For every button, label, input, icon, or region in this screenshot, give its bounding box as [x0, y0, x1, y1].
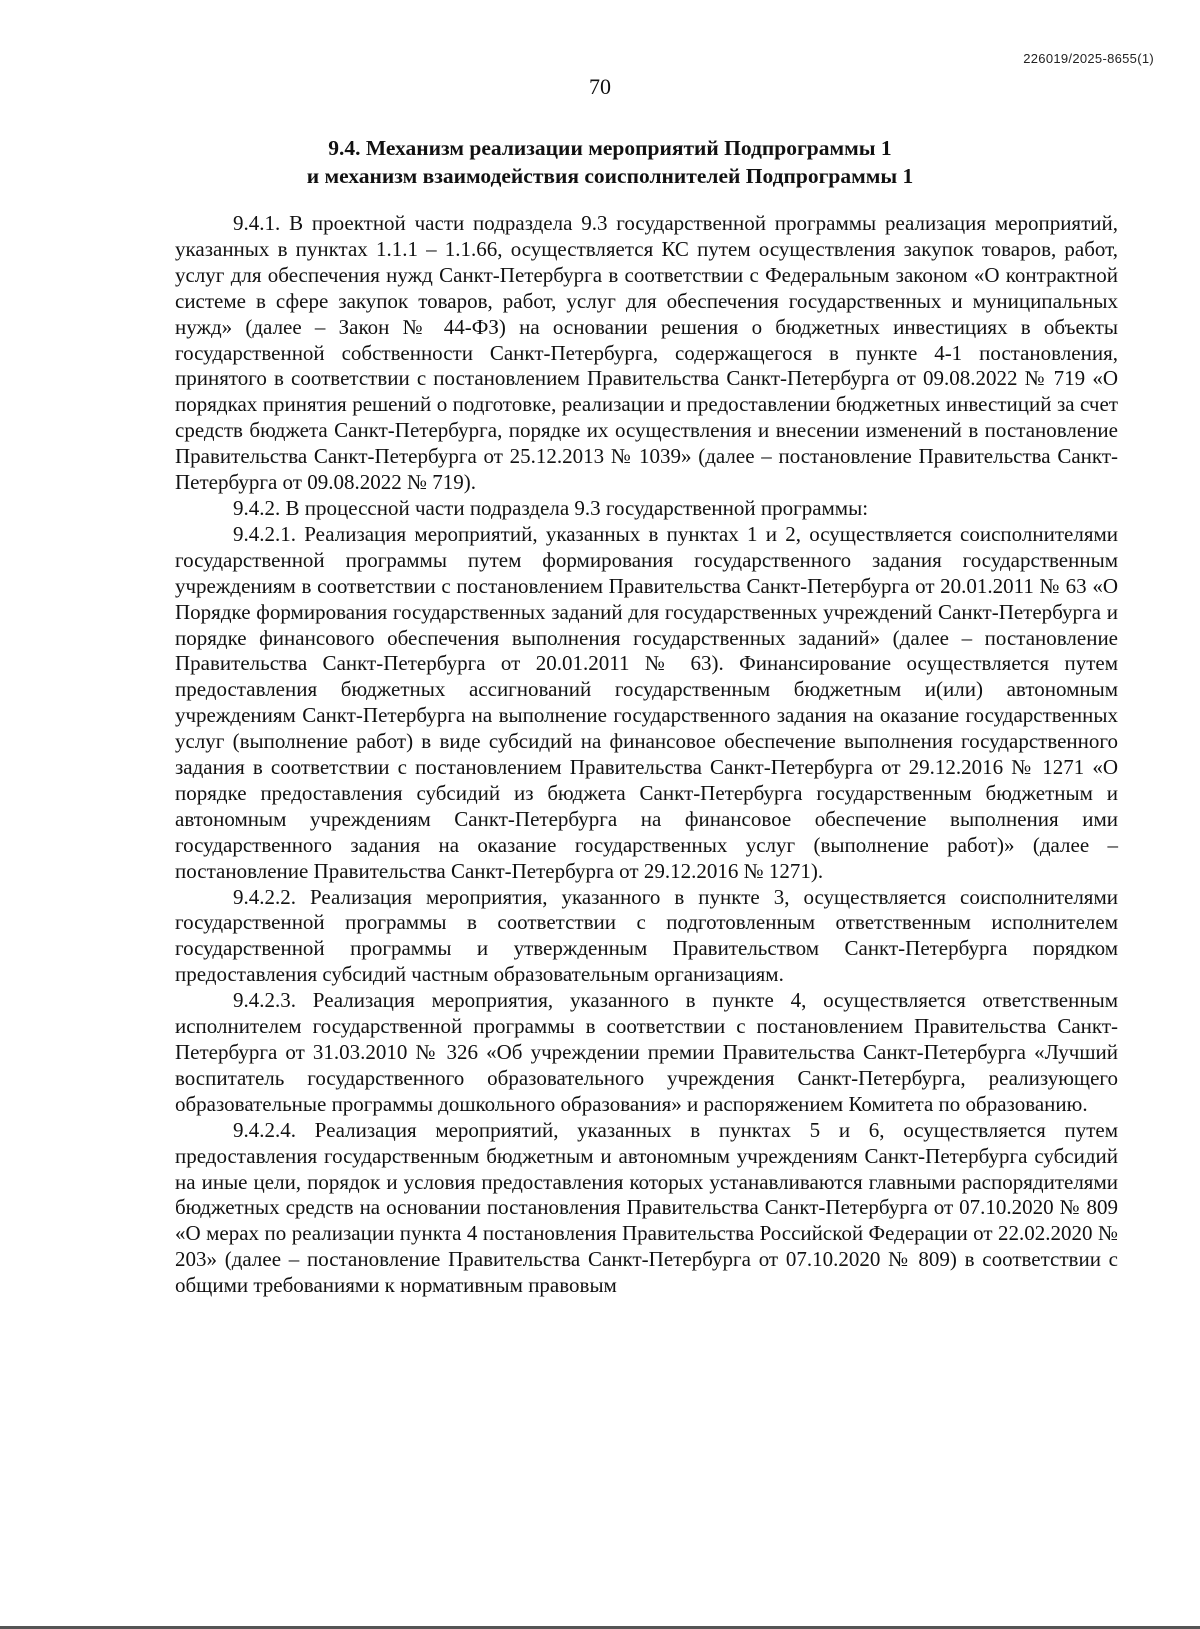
body-text: [175, 211, 1118, 1299]
paragraph-9-4-1: 9.4.1. В проектной части подраздела 9.3 государственной программы реализация мероприятий, указанных в пунктах 1.1.1 – 1.1.66, осуществляется КС путем осуществления закупок товаров, работ, услуг для обеспечения нужд Санкт-Петербурга в соответствии с Федеральным законом «О контрактной системе в сфере закупок товаров, работ, услуг для обеспечения государственных и муниципальных нужд» (далее – Закон № 44-ФЗ) на основании решения о бюджетных инвестициях в объекты государственной собственности Санкт-Петербурга, содержащегося в пункте 4-1 постановления, принятого в соответствии с постановлением Правительства Санкт-Петербурга от 09.08.2022 № 719 «О порядках принятия решений о подготовке, реализации и предоставлении бюджетных инвестиций за счет средств бюджета Санкт-Петербурга, порядке их осуществления и внесении изменений в постановление Правительства Санкт-Петербурга от 25.12.2013 № 1039» (далее – постановление Правительства Санкт-Петербурга от 09.08.2022 № 719).: [175, 211, 1118, 495]
section-title: [160, 134, 1060, 190]
document-id: 226019/2025-8655(1): [1023, 51, 1154, 66]
paragraph-9-4-2-1: 9.4.2.1. Реализация мероприятий, указанных в пунктах 1 и 2, осуществляется соисполнителями государственной программы путем формирования государственного задания государственным учреждениям в соответствии с постановлением Правительства Санкт-Петербурга от 20.01.2011 № 63 «О Порядке формирования государственных заданий для государственных учреждений Санкт-Петербурга и порядке финансового обеспечения выполнения государственных заданий» (далее – постановление Правительства Санкт-Петербурга от 20.01.2011 № 63). Финансирование осуществляется путем предоставления бюджетных ассигнований государственным бюджетным и(или) автономным учреждениям Санкт-Петербурга на выполнение государственного задания на оказание государственных услуг (выполнение работ) в виде субсидий на финансовое обеспечение выполнения государственного задания в соответствии с постановлением Правительства Санкт-Петербурга от 29.12.2016 № 1271 «О порядке предоставления субсидий из бюджета Санкт-Петербурга государственным бюджетным и автономным учреждениям Санкт-Петербурга на финансовое обеспечение выполнения ими государственного задания на оказание государственных услуг (выполнение работ)» (далее – постановление Правительства Санкт-Петербурга от 29.12.2016 № 1271).: [175, 521, 1118, 883]
paragraph-9-4-2: 9.4.2. В процессной части подраздела 9.3 государственной программы:: [233, 495, 869, 520]
paragraph-9-4-2-2: 9.4.2.2. Реализация мероприятия, указанного в пункте 3, осуществляется соисполнителями государственной программы в соответствии с подготовленным ответственным исполнителем государственной программы и утвержденным Правительством Санкт-Петербурга порядком предоставления субсидий частным образовательным организациям.: [175, 884, 1118, 987]
paragraph-9-4-2-4: 9.4.2.4. Реализация мероприятий, указанных в пунктах 5 и 6, осуществляется путем предоставления государственным бюджетным и автономным учреждениям Санкт-Петербурга субсидий на иные цели, порядок и условия предоставления которых устанавливаются главными распорядителями бюджетных средств на основании постановления Правительства Санкт-Петербурга от 07.10.2020 № 809 «О мерах по реализации пункта 4 постановления Правительства Российской Федерации от 22.02.2020 № 203» (далее – постановление Правительства Санкт-Петербурга от 07.10.2020 № 809) в соответствии с общими требованиями к нормативным правовым: [175, 1117, 1118, 1298]
section-title-line-2: и механизм взаимодействия соисполнителей Подпрограммы 1: [306, 164, 914, 188]
paragraph-9-4-2-3: 9.4.2.3. Реализация мероприятия, указанного в пункте 4, осуществляется ответственным исполнителем государственной программы в соответствии с постановлением Правительства Санкт-Петербурга от 31.03.2010 № 326 «Об учреждении премии Правительства Санкт-Петербурга «Лучший воспитатель государственного образовательного учреждения Санкт-Петербурга, реализующего образовательные программы дошкольного образования» и распоряжением Комитета по образованию.: [175, 988, 1118, 1116]
section-title-line-1: 9.4. Механизм реализации мероприятий Подпрограммы 1: [328, 136, 892, 160]
page-number: 70: [589, 74, 611, 99]
